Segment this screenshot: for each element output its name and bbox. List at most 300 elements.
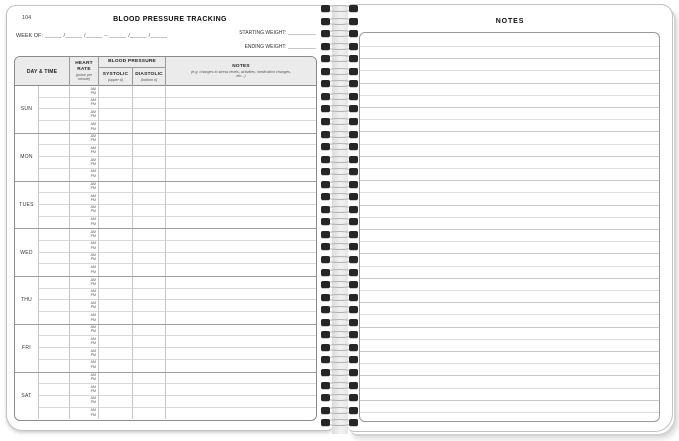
ending-weight-field [239,40,316,54]
spiral-coil [320,318,359,328]
time-entry-cell [38,384,69,396]
ruled-line [360,144,659,145]
time-entry-cell [38,157,69,169]
dia-entry-cell [132,241,165,253]
sys-entry-cell [98,289,132,301]
punch-hole-icon [349,369,358,376]
notes-entry-cell [165,157,316,169]
spiral-coil [320,242,359,252]
punch-hole-icon [321,218,330,225]
punch-hole-icon [349,93,358,100]
hr-entry-cell [69,384,98,396]
am-label: AM [90,205,96,210]
ampm-label [91,183,96,191]
ruled-line [360,266,659,267]
ruled-line [360,217,659,218]
punch-hole-icon [321,369,330,376]
sys-entry-cell [98,157,132,169]
week-of-blanks: _____ /_____ /_____ – _____ /_____ /_____ [44,33,168,39]
time-entry-cell [38,360,69,372]
punch-hole-icon [349,43,358,50]
sys-entry-cell [98,253,132,265]
pm-label: PM [90,197,96,202]
time-entry-cell [38,205,69,217]
dia-entry-cell [132,145,165,157]
punch-hole-icon [321,93,330,100]
hr-entry-cell [69,241,98,253]
ruled-line [360,351,659,352]
sys-entry-cell [98,98,132,110]
dia-entry-cell [132,336,165,348]
punch-hole-icon [321,407,330,414]
time-entry-cell [38,86,69,98]
punch-hole-icon [349,243,358,250]
am-label: AM [90,360,96,365]
notes-entry-cell [165,300,316,312]
pm-label: PM [90,174,96,179]
hr-entry-cell [69,98,98,110]
am-label: AM [90,86,96,91]
punch-hole-icon [349,269,358,276]
spiral-coil [320,217,359,227]
time-entry-cell [38,264,69,276]
pm-label: PM [90,90,96,95]
punch-hole-icon [321,181,330,188]
time-entry-cell [38,408,69,420]
spiral-coil [320,305,359,315]
spiral-coil [320,230,359,240]
dia-entry-cell [132,384,165,396]
spiral-coil [320,42,359,52]
am-label: AM [90,145,96,150]
notes-entry-cell [165,145,316,157]
hr-entry-cell [69,205,98,217]
punch-hole-icon [349,394,358,401]
sys-entry-cell [98,109,132,121]
week-of-label: WEEK OF: [16,33,43,39]
punch-hole-icon [349,382,358,389]
bp-table-header [15,57,316,86]
punch-hole-icon [349,294,358,301]
ampm-label [91,397,96,405]
punch-hole-icon [349,193,358,200]
spiral-coil [320,205,359,215]
pm-label: PM [90,102,96,107]
punch-hole-icon [321,30,330,37]
pm-label: PM [90,293,96,298]
pm-label: PM [90,329,96,334]
ruled-line [360,168,659,169]
pm-label: PM [90,161,96,166]
punch-hole-icon [321,131,330,138]
dia-entry-cell [132,300,165,312]
ruled-line [360,327,659,328]
day-label: SUN [20,106,33,113]
sys-entry-cell [98,121,132,133]
day-label: FRI [22,345,31,352]
day-label: MON [20,154,33,161]
ampm-label [91,302,96,310]
time-entry-cell [38,312,69,324]
dia-entry-cell [132,348,165,360]
spiral-coil [320,280,359,290]
hr-entry-cell [69,134,98,146]
punch-hole-icon [321,319,330,326]
punch-hole-icon [321,143,330,150]
notes-entry-cell [165,384,316,396]
sys-entry-cell [98,360,132,372]
punch-hole-icon [349,206,358,213]
bp-table [14,56,317,421]
pm-label: PM [90,304,96,309]
dia-entry-cell [132,109,165,121]
time-entry-cell [38,193,69,205]
punch-hole-icon [349,419,358,426]
day-label: WED [20,249,33,256]
punch-hole-icon [349,181,358,188]
ampm-label [91,338,96,346]
punch-hole-icon [321,269,330,276]
spiral-coil [320,67,359,77]
punch-hole-icon [321,243,330,250]
sys-entry-cell [98,373,132,385]
ruled-line [360,119,659,120]
punch-hole-icon [349,407,358,414]
sys-entry-cell [98,336,132,348]
pm-label: PM [90,413,96,418]
am-label: AM [90,229,96,234]
header-notes: NOTES (e.g. changes to stress levels, activities, medication changes, etc...) [165,57,316,86]
pm-label: PM [90,222,96,227]
spiral-coil [320,4,359,14]
pm-label: PM [90,365,96,370]
notes-entry-cell [165,289,316,301]
ruled-line [360,278,659,279]
ruled-line [360,58,659,59]
time-entry-cell [38,182,69,194]
day-block [15,86,316,134]
pm-label: PM [90,186,96,191]
punch-hole-icon [321,43,330,50]
punch-hole-icon [349,68,358,75]
notes-entry-cell [165,312,316,324]
punch-hole-icon [321,419,330,426]
pm-label: PM [90,209,96,214]
sys-entry-cell [98,348,132,360]
am-label: AM [90,300,96,305]
time-entry-cell [38,229,69,241]
time-entry-cell [38,289,69,301]
spiral-coil [320,142,359,152]
notes-entry-cell [165,396,316,408]
notes-entry-cell [165,360,316,372]
am-label: AM [90,134,96,139]
spiral-coil [320,330,359,340]
week-of-field [16,33,167,39]
dia-entry-cell [132,86,165,98]
time-entry-cell [38,373,69,385]
dia-entry-cell [132,217,165,229]
punch-hole-icon [349,281,358,288]
ruled-line [360,290,659,291]
pm-label: PM [90,138,96,143]
spiral-coil [320,393,359,403]
hr-entry-cell [69,408,98,420]
ampm-label [91,206,96,214]
punch-hole-icon [321,344,330,351]
am-label: AM [90,408,96,413]
time-entry-cell [38,325,69,337]
pm-label: PM [90,269,96,274]
dia-entry-cell [132,277,165,289]
am-label: AM [90,336,96,341]
punch-hole-icon [349,319,358,326]
ampm-label [91,409,96,418]
hr-entry-cell [69,145,98,157]
pm-label: PM [90,400,96,405]
dia-entry-cell [132,264,165,276]
punch-hole-icon [349,118,358,125]
time-entry-cell [38,145,69,157]
am-label: AM [90,217,96,222]
punch-hole-icon [349,231,358,238]
ruled-line [360,156,659,157]
hr-entry-cell [69,360,98,372]
notes-page-title: NOTES [495,18,525,25]
dia-entry-cell [132,253,165,265]
bp-table-body [15,86,316,419]
punch-hole-icon [349,5,358,12]
am-label: AM [90,384,96,389]
ampm-label [91,159,96,167]
dia-entry-cell [132,205,165,217]
spiral-coil [320,268,359,278]
dia-entry-cell [132,325,165,337]
spiral-coil [320,192,359,202]
punch-hole-icon [349,80,358,87]
time-entry-cell [38,300,69,312]
punch-hole-icon [321,55,330,62]
punch-hole-icon [349,344,358,351]
spiral-coil [320,381,359,391]
notes-entry-cell [165,348,316,360]
right-page [348,4,673,432]
ampm-label [91,326,96,334]
ampm-label [91,374,96,382]
hr-entry-cell [69,289,98,301]
time-entry-cell [38,396,69,408]
ampm-label [91,254,96,262]
notes-area [359,32,660,422]
ruled-line [360,412,659,413]
dia-entry-cell [132,312,165,324]
sys-entry-cell [98,241,132,253]
spiral-coil [320,167,359,177]
sys-entry-cell [98,205,132,217]
am-label: AM [90,348,96,353]
dia-entry-cell [132,396,165,408]
dia-entry-cell [132,289,165,301]
pm-label: PM [90,341,96,346]
pm-label: PM [90,150,96,155]
am-label: AM [90,98,96,103]
punch-hole-icon [321,231,330,238]
punch-hole-icon [349,218,358,225]
pm-label: PM [90,377,96,382]
sys-entry-cell [98,134,132,146]
am-label: AM [90,325,96,330]
notes-entry-cell [165,253,316,265]
day-block [15,182,316,230]
hr-entry-cell [69,217,98,229]
hr-entry-cell [69,229,98,241]
punch-hole-icon [349,30,358,37]
dia-entry-cell [132,408,165,420]
sys-entry-cell [98,217,132,229]
dia-entry-cell [132,360,165,372]
hr-entry-cell [69,109,98,121]
left-page [6,5,333,431]
notes-entry-cell [165,134,316,146]
sys-entry-cell [98,325,132,337]
punch-hole-icon [321,306,330,313]
am-label: AM [90,277,96,282]
am-label: AM [90,121,96,126]
hr-entry-cell [69,253,98,265]
spiral-coil [320,343,359,353]
notes-entry-cell [165,86,316,98]
time-entry-cell [38,277,69,289]
spiral-coil [320,29,359,39]
notes-entry-cell [165,336,316,348]
hr-entry-cell [69,325,98,337]
punch-hole-icon [321,168,330,175]
punch-hole-icon [321,331,330,338]
day-block [15,229,316,277]
ruled-line [360,83,659,84]
time-entry-cell [38,169,69,181]
punch-hole-icon [349,306,358,313]
sys-entry-cell [98,312,132,324]
notes-entry-cell [165,408,316,420]
punch-hole-icon [349,105,358,112]
dia-entry-cell [132,193,165,205]
ruled-line [360,400,659,401]
am-label: AM [90,253,96,258]
time-entry-cell [38,348,69,360]
header-day-time: DAY & TIME [26,68,58,75]
spiral-coil [320,355,359,365]
time-entry-cell [38,253,69,265]
header-blood-pressure: BLOOD PRESSURE [98,57,165,68]
dia-entry-cell [132,373,165,385]
punch-hole-icon [349,143,358,150]
dia-entry-cell [132,134,165,146]
spiral-coil [320,418,359,428]
ampm-label [91,135,96,143]
ampm-label [91,147,96,155]
ampm-label [91,279,96,287]
punch-hole-icon [321,382,330,389]
punch-hole-icon [349,168,358,175]
spiral-coil [320,368,359,378]
time-entry-cell [38,217,69,229]
hr-entry-cell [69,193,98,205]
notes-entry-cell [165,373,316,385]
pm-label: PM [90,257,96,262]
ampm-label [91,218,96,227]
punch-hole-icon [321,206,330,213]
notes-entry-cell [165,217,316,229]
hr-entry-cell [69,86,98,98]
ruled-line [360,302,659,303]
am-label: AM [90,241,96,246]
spiral-binding [320,0,359,441]
header-heart-rate: HEART RATE (pulse per minute) [69,57,98,86]
time-entry-cell [38,98,69,110]
ruled-line [360,229,659,230]
sys-entry-cell [98,182,132,194]
punch-hole-icon [321,281,330,288]
am-label: AM [90,373,96,377]
hr-entry-cell [69,121,98,133]
sys-entry-cell [98,277,132,289]
ampm-label [91,361,96,370]
ruled-line [360,70,659,71]
notes-entry-cell [165,169,316,181]
ending-weight-label: ENDING WEIGHT: [244,44,287,50]
time-entry-cell [38,336,69,348]
notes-entry-cell [165,193,316,205]
ampm-label [91,111,96,119]
pm-label: PM [90,233,96,238]
ampm-label [91,242,96,250]
hr-entry-cell [69,373,98,385]
am-label: AM [90,193,96,198]
day-block [15,134,316,182]
ending-weight-blank: _________ [288,44,316,50]
am-label: AM [90,264,96,269]
hr-entry-cell [69,396,98,408]
punch-hole-icon [321,256,330,263]
notes-entry-cell [165,109,316,121]
pm-label: PM [90,126,96,131]
ampm-label [91,386,96,394]
ampm-label [91,123,96,132]
ruled-line [360,241,659,242]
ruled-line [360,314,659,315]
ampm-label [91,170,96,179]
ruled-line [360,95,659,96]
punch-hole-icon [321,5,330,12]
notes-entry-cell [165,121,316,133]
am-label: AM [90,312,96,317]
ruled-line [360,205,659,206]
punch-hole-icon [321,394,330,401]
punch-hole-icon [349,331,358,338]
punch-hole-icon [349,55,358,62]
am-label: AM [90,396,96,401]
time-entry-cell [38,121,69,133]
ampm-label [91,290,96,298]
ruled-line [360,180,659,181]
ampm-label [91,231,96,239]
sys-entry-cell [98,86,132,98]
spiral-coil [320,117,359,127]
ampm-label [91,88,96,96]
punch-hole-icon [321,68,330,75]
ampm-label [91,99,96,107]
